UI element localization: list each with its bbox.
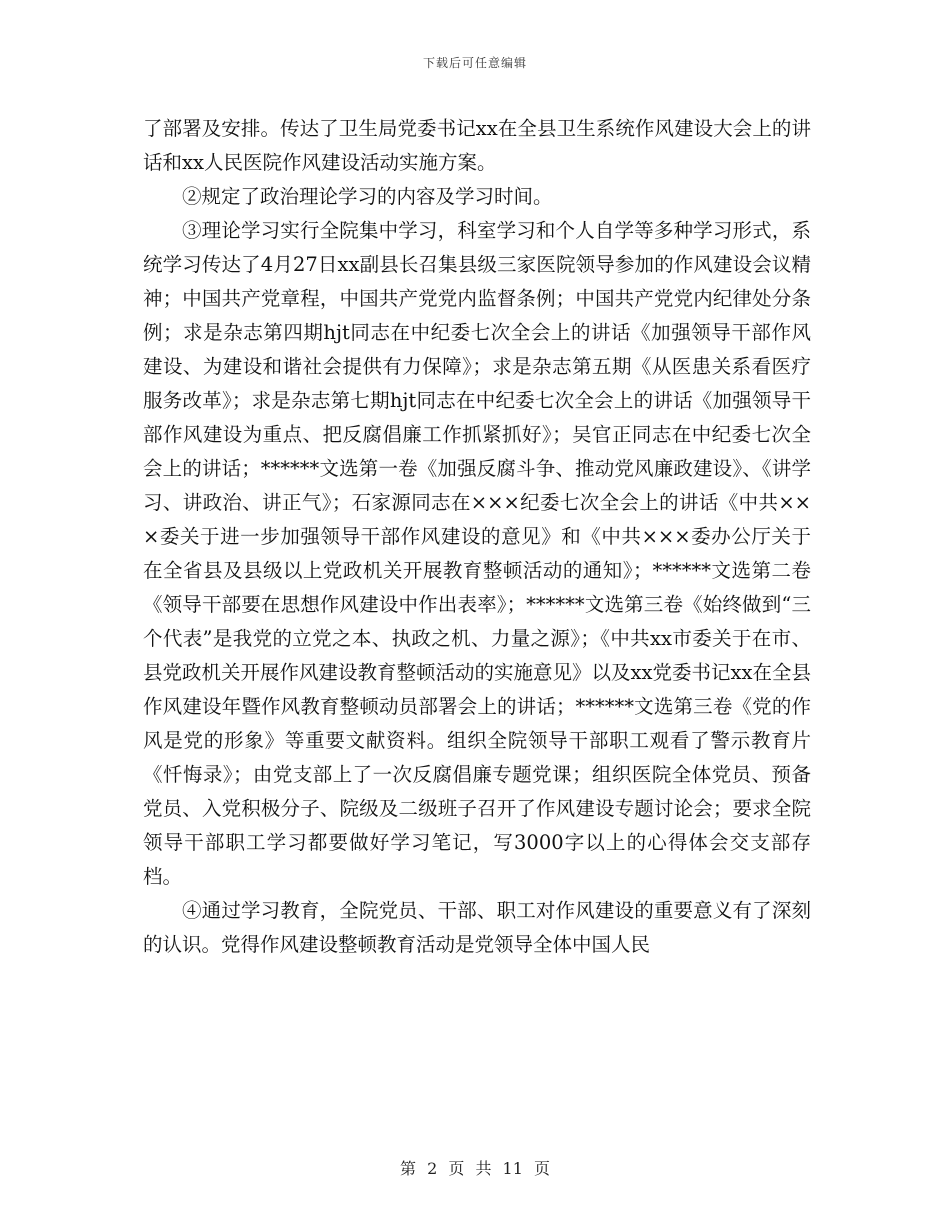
paragraph-1: 了部署及安排。传达了卫生局党委书记xx在全县卫生系统作风建设大会上的讲话和xx人民医院作风建设活动实施方案。 — [143, 117, 811, 174]
page-header: 下载后可任意编辑 — [422, 56, 527, 70]
page-footer: 第 2 页 共 11 页 — [400, 1159, 550, 1178]
paragraph-3: ③理论学习实行全院集中学习，科室学习和个人自学等多种学习形式，系统学习传达了4月27日xx副县长召集县级三家医院领导参加的作风建设会议精神；中国共产党章程，中国共产党党内监督条例；中国共产党党内纪律处分条例；求是杂志第四期hjt同志在中纪委七次全会上的讲话《加强领导干部作风建设、为建设和谐社会提供有力保障》；求是杂志第五期《从医患关系看医疗服务改革》；求是杂志第七期hjt同志在中纪委七次全会上的讲话《加强领导干部作风建设为重点、把反腐倡廉工作抓紧抓好》；吴官正同志在中纪委七次全会上的讲话；******文选第一卷《加强反腐斗争、推动党风廉政建设》、《讲学习、讲政治、讲正气》；石家源同志在×××纪委七次全会上的讲话《中共×××委关于进一步加强领导干部作风建设的意见》和《中共×××委办公厅关于在全省县及县级以上党政机关开展教育整顿活动的通知》；******文选第二卷《领导干部要在思想作风建设中作出表率》；******文选第三卷《始终做到“三个代表”是我党的立党之本、执政之机、力量之源》；《中共xx市委关于在市、县党政机关开展作风建设教育整顿活动的实施意见》以及xx党委书记xx在全县作风建设年暨作风教育整顿动员部署会上的讲话；******文选第三卷《党的作风是党的形象》等重要文献资料。组织全院领导干部职工观看了警示教育片《忏悔录》；由党支部上了一次反腐倡廉专题党课；组织医院全体党员、预备党员、入党积极分子、院级及二级班子召开了作风建设专题讨论会；要求全院领导干部职工学习都要做好学习笔记，写3000字以上的心得体会交支部存档。 — [143, 219, 811, 888]
paragraph-2: ②规定了政治理论学习的内容及学习时间。 — [182, 185, 553, 208]
document-body — [143, 112, 811, 962]
paragraph-4: ④通过学习教育，全院党员、干部、职工对作风建设的重要意义有了深刻的认识。党得作风建设整顿教育活动是党领导全体中国人民 — [143, 899, 811, 956]
